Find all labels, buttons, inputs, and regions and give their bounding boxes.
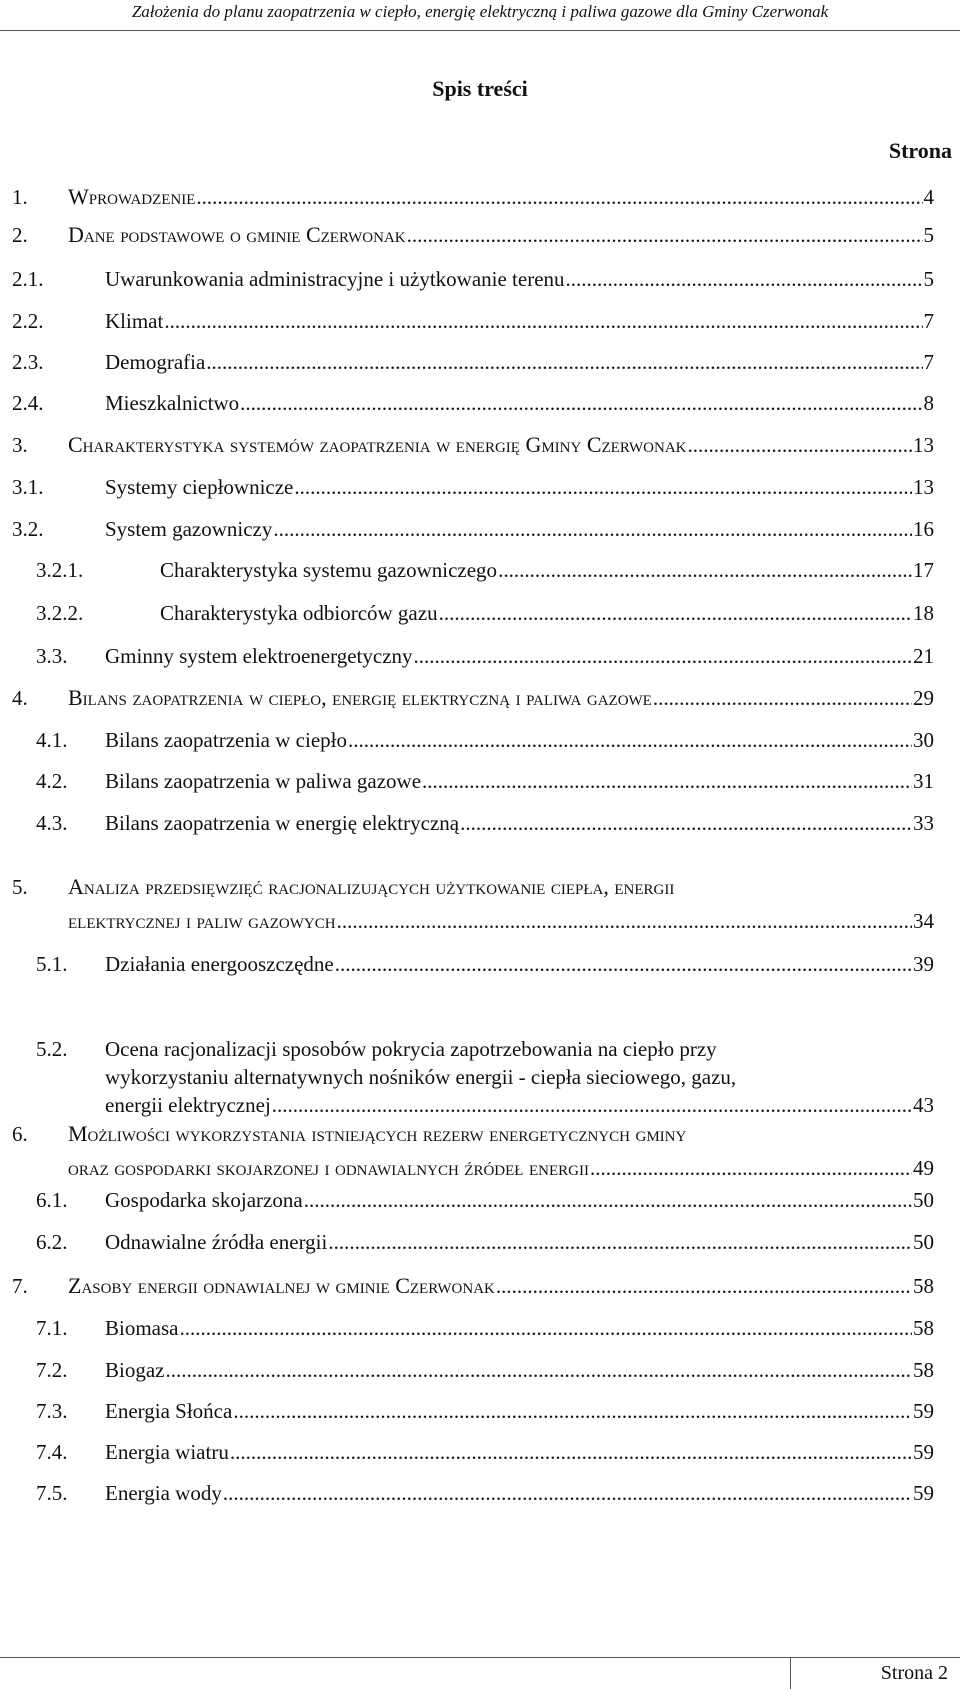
toc-entry-page: 59 (913, 1399, 934, 1423)
toc-leader-dots (304, 1186, 912, 1214)
toc-entry[interactable] (0, 1120, 960, 1180)
toc-entry[interactable] (0, 1186, 960, 1216)
toc-entry-text: Demografia (105, 350, 206, 374)
toc-entry-text: oraz gospodarki skojarzonej i odnawialnych źródeł energii (68, 1155, 589, 1180)
toc-entry-page: 34 (913, 909, 934, 933)
toc-entry-number: 7.3. (36, 1399, 68, 1423)
toc-leader-dots (273, 515, 912, 543)
toc-entry-number: 7.2. (36, 1358, 68, 1382)
toc-leader-dots (414, 642, 912, 670)
toc-entry-page: 7 (923, 350, 934, 374)
toc-leader-dots (206, 348, 922, 376)
toc-leader-dots (230, 1438, 912, 1466)
toc-entry[interactable] (0, 642, 960, 672)
toc-leader-dots (335, 950, 912, 978)
toc-entry-page: 58 (913, 1358, 934, 1382)
toc-entry-text: Gminny system elektroenergetyczny (105, 644, 413, 668)
running-header-title: Założenia do planu zaopatrzenia w ciepło, energię elektryczną i paliwa gazowe dla Gminy Czerwonak (131, 2, 829, 21)
toc-entry[interactable] (0, 389, 960, 419)
toc-leader-dots (422, 767, 912, 795)
toc-entry-number: 3.2. (12, 517, 44, 541)
toc-entry-text: Analiza przedsięwzięć racjonalizujących użytkowanie ciepła, energii (68, 874, 675, 899)
toc-entry-number: 2.2. (12, 309, 44, 333)
toc-entry[interactable] (0, 599, 960, 629)
toc-entry-number: 5.1. (36, 952, 68, 976)
toc-leader-dots (460, 809, 912, 837)
toc-leader-dots (348, 726, 912, 754)
toc-leader-dots (196, 183, 922, 211)
toc-entry-number: 7.4. (36, 1440, 68, 1464)
toc-entry-page: 39 (913, 952, 934, 976)
toc-entry-text: Bilans zaopatrzenia w energię elektryczną (105, 811, 460, 835)
toc-entry-number: 3.1. (12, 475, 44, 499)
toc-entry-text: Bilans zaopatrzenia w ciepło, energię elektryczną i paliwa gazowe (68, 685, 652, 710)
toc-entry[interactable] (0, 1356, 960, 1386)
toc-entry-number: 7.1. (36, 1316, 68, 1340)
toc-leader-dots (688, 431, 913, 459)
toc-entry-text: Uwarunkowania administracyjne i użytkowanie terenu (105, 267, 565, 291)
toc-entry[interactable] (0, 431, 960, 461)
toc-leader-dots (439, 599, 912, 627)
toc-entry-text: System gazowniczy (105, 517, 273, 541)
toc-entry-number: 4.2. (36, 769, 68, 793)
toc-entry[interactable] (0, 873, 960, 933)
toc-leader-dots (337, 907, 912, 935)
toc-entry-number: 2.1. (12, 267, 44, 291)
toc-entry-page: 17 (913, 558, 934, 582)
toc-leader-dots (180, 1314, 913, 1342)
toc-entry-page: 21 (913, 644, 934, 668)
toc-entry[interactable] (0, 1314, 960, 1344)
toc-entry[interactable] (0, 1035, 960, 1117)
toc-entry-page: 43 (913, 1093, 934, 1117)
toc-entry[interactable] (0, 809, 960, 839)
toc-entry-page: 33 (913, 811, 934, 835)
toc-leader-dots (496, 1272, 912, 1300)
toc-entry-text: Odnawialne źródła energii (105, 1230, 328, 1254)
toc-entry-text: elektrycznej i paliw gazowych (68, 908, 336, 933)
toc-entry-number: 2.4. (12, 391, 44, 415)
toc-entry-number: 1. (12, 185, 28, 209)
toc-entry-text: Zasoby energii odnawialnej w gminie Czerwonak (68, 1273, 495, 1298)
toc-entry-number: 4. (12, 686, 28, 710)
toc-entry-number: 7.5. (36, 1481, 68, 1505)
toc-entry-page: 13 (913, 433, 934, 457)
toc-entry-number: 4.1. (36, 728, 68, 752)
toc-entry-page: 50 (913, 1230, 934, 1254)
toc-entry-page: 29 (913, 686, 934, 710)
toc-entry-text: Możliwości wykorzystania istniejących rezerw energetycznych gminy (68, 1121, 687, 1146)
toc-entry-page: 18 (913, 601, 934, 625)
toc-entry-number: 3.2.1. (36, 558, 84, 582)
toc-leader-dots (240, 389, 922, 417)
toc-entry[interactable] (0, 1272, 960, 1302)
toc-entry[interactable] (0, 1397, 960, 1427)
toc-entry[interactable] (0, 1479, 960, 1509)
toc-entry[interactable] (0, 265, 960, 295)
toc-entry[interactable] (0, 950, 960, 980)
footer-page-number: Strona 2 (880, 1662, 948, 1684)
toc-entry-page: 5 (923, 267, 934, 291)
toc-entry[interactable] (0, 1228, 960, 1258)
toc-leader-dots (407, 221, 923, 249)
toc-entry-number: 3.2.2. (36, 601, 84, 625)
toc-entry-page: 50 (913, 1188, 934, 1212)
toc-entry-text: wykorzystaniu alternatywnych nośników energii - ciepła sieciowego, gazu, (105, 1065, 737, 1089)
toc-entry-text: Systemy ciepłownicze (105, 475, 294, 499)
toc-entry-page: 5 (923, 223, 934, 247)
toc-entry-page: 13 (913, 475, 934, 499)
toc-entry[interactable] (0, 726, 960, 756)
toc-entry-text: Działania energooszczędne (105, 952, 334, 976)
toc-entry[interactable] (0, 515, 960, 545)
toc-entry-text: Charakterystyka odbiorców gazu (160, 601, 438, 625)
toc-entry[interactable] (0, 556, 960, 586)
toc-entry-text: Charakterystyka systemów zaopatrzenia w energię Gminy Czerwonak (68, 432, 687, 457)
toc-leader-dots (328, 1228, 912, 1256)
toc-entry-text: Energia Słońca (105, 1399, 233, 1423)
toc-entry-number: 6.1. (36, 1188, 68, 1212)
toc-leader-dots (653, 684, 912, 712)
toc-leader-dots (164, 307, 922, 335)
toc-leader-dots (590, 1154, 912, 1182)
toc-leader-dots (223, 1479, 912, 1507)
toc-entry-page: 59 (913, 1481, 934, 1505)
toc-entry[interactable] (0, 183, 960, 213)
toc-entry-page: 16 (913, 517, 934, 541)
toc-entry[interactable] (0, 684, 960, 714)
toc-entry-page: 4 (923, 185, 934, 209)
toc-entry-page: 7 (923, 309, 934, 333)
toc-entry[interactable] (0, 473, 960, 503)
toc-entry-number: 4.3. (36, 811, 68, 835)
toc-entry[interactable] (0, 1438, 960, 1468)
toc-leader-dots (233, 1397, 912, 1425)
toc-entry-page: 58 (913, 1274, 934, 1298)
toc-leader-dots (165, 1356, 912, 1384)
toc-entry-text: energii elektrycznej (105, 1093, 271, 1117)
toc-entry-text: Wprowadzenie (68, 184, 196, 209)
toc-entry-text: Dane podstawowe o gminie Czerwonak (68, 222, 406, 247)
toc-entry-text: Ocena racjonalizacji sposobów pokrycia zapotrzebowania na ciepło przy (105, 1037, 717, 1061)
toc-entry-page: 59 (913, 1440, 934, 1464)
toc-entry-text: Bilans zaopatrzenia w paliwa gazowe (105, 769, 422, 793)
toc-entry-number: 7. (12, 1274, 28, 1298)
toc-entry-number: 5. (12, 875, 28, 899)
toc-entry-number: 3. (12, 433, 28, 457)
toc-leader-dots (294, 473, 912, 501)
toc-entry-number: 2. (12, 223, 28, 247)
toc-title: Spis treści (432, 76, 528, 101)
toc-leader-dots (566, 265, 923, 293)
toc-entry-number: 2.3. (12, 350, 44, 374)
toc-entry-text: Charakterystyka systemu gazowniczego (160, 558, 498, 582)
toc-leader-dots (272, 1091, 912, 1119)
toc-entry[interactable] (0, 221, 960, 251)
toc-entry-page: 31 (913, 769, 934, 793)
toc-entry[interactable] (0, 767, 960, 797)
toc-entry-text: Gospodarka skojarzona (105, 1188, 303, 1212)
running-header (0, 0, 960, 31)
toc-entry-text: Bilans zaopatrzenia w ciepło (105, 728, 347, 752)
toc-entry-number: 6. (12, 1122, 28, 1146)
toc-entry[interactable] (0, 348, 960, 378)
toc-entry-page: 58 (913, 1316, 934, 1340)
page-column-label: Strona (888, 138, 952, 163)
toc-entry-page: 30 (913, 728, 934, 752)
toc-entry[interactable] (0, 307, 960, 337)
toc-entry-text: Biomasa (105, 1316, 179, 1340)
toc-entry-page: 8 (923, 391, 934, 415)
toc-entry-number: 5.2. (36, 1037, 68, 1061)
toc-entry-text: Energia wody (105, 1481, 222, 1505)
toc-entry-number: 6.2. (36, 1230, 68, 1254)
toc-entry-text: Klimat (105, 309, 164, 333)
toc-entry-page: 49 (913, 1156, 934, 1180)
toc-entry-text: Mieszkalnictwo (105, 391, 240, 415)
toc-leader-dots (498, 556, 912, 584)
toc-entry-text: Biogaz (105, 1358, 165, 1382)
toc-entry-text: Energia wiatru (105, 1440, 229, 1464)
toc-entry-number: 3.3. (36, 644, 68, 668)
